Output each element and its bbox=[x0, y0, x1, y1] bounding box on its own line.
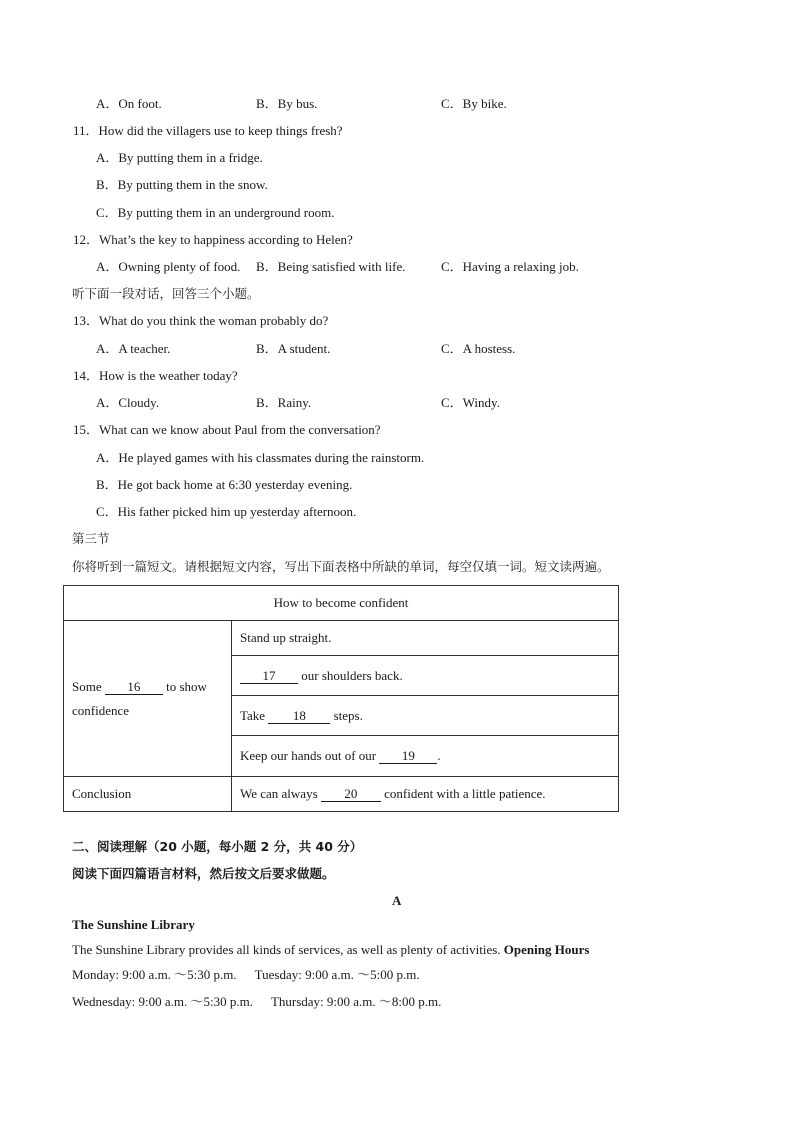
blank-18[interactable]: 18 bbox=[268, 709, 330, 724]
blank-17[interactable]: 17 bbox=[240, 669, 298, 684]
table-row: Take 18 steps. bbox=[232, 696, 619, 736]
blank-16[interactable]: 16 bbox=[105, 680, 163, 695]
table-left-cell: Some 16 to show confidence bbox=[64, 621, 232, 777]
passage-title: The Sunshine Library bbox=[72, 917, 195, 932]
q12-option-c: C．Having a relaxing job. bbox=[441, 259, 579, 274]
q15-stem: 15．What can we know about Paul from the conversation? bbox=[73, 422, 381, 437]
table-row: Keep our hands out of our 19 . bbox=[232, 736, 619, 777]
q13-stem: 13．What do you think the woman probably do? bbox=[73, 313, 329, 328]
q11-option-c: C．By putting them in an underground room. bbox=[96, 205, 335, 220]
dialogue-instruction: 听下面一段对话，回答三个小题。 bbox=[72, 286, 260, 301]
q11-option-b: B．By putting them in the snow. bbox=[96, 177, 268, 192]
q13-option-a: A．A teacher. bbox=[96, 341, 171, 356]
section3-instruction: 你将听到一篇短文。请根据短文内容，写出下面表格中所缺的单词，每空仅填一词。短文读两遍。 bbox=[72, 559, 610, 574]
table-title: How to become confident bbox=[64, 586, 619, 621]
q11-option-a: A．By putting them in a fridge. bbox=[96, 150, 263, 165]
conclusion-row: We can always 20 confident with a little patience. bbox=[232, 777, 619, 812]
part2-heading: 二、阅读理解（20 小题，每小题 2 分，共 40 分） bbox=[72, 839, 363, 854]
q12-stem: 12．What’s the key to happiness according to Helen? bbox=[73, 232, 353, 247]
q12-option-b: B．Being satisfied with life. bbox=[256, 259, 406, 274]
q13-option-b: B．A student. bbox=[256, 341, 331, 356]
q12-option-a: A．Owning plenty of food. bbox=[96, 259, 241, 274]
q14-option-c: C．Windy. bbox=[441, 395, 500, 410]
q10-option-a: A．On foot. bbox=[96, 96, 162, 111]
hours-row-2: Wednesday: 9:00 a.m. ～5:30 p.m. Thursday: 9:00 a.m. ～8:00 p.m. bbox=[72, 994, 442, 1009]
part2-instruction: 阅读下面四篇语言材料，然后按文后要求做题。 bbox=[72, 866, 335, 881]
hours-row-1: Monday: 9:00 a.m. ～5:30 p.m. Tuesday: 9:00 a.m. ～5:00 p.m. bbox=[72, 967, 420, 982]
blank-19[interactable]: 19 bbox=[379, 749, 437, 764]
table-row: 17 our shoulders back. bbox=[232, 656, 619, 696]
q13-option-c: C．A hostess. bbox=[441, 341, 516, 356]
table-row: Stand up straight. bbox=[232, 621, 619, 656]
q15-option-a: A．He played games with his classmates during the rainstorm. bbox=[96, 450, 425, 465]
q15-option-c: C．His father picked him up yesterday afternoon. bbox=[96, 504, 357, 519]
q10-option-b: B．By bus. bbox=[256, 96, 318, 111]
blank-20[interactable]: 20 bbox=[321, 787, 381, 802]
section3-title: 第三节 bbox=[72, 531, 110, 546]
passage-intro: The Sunshine Library provides all kinds of services, as well as plenty of activities. Opening Hours bbox=[72, 942, 590, 957]
q10-option-c: C．By bike. bbox=[441, 96, 507, 111]
q14-option-a: A．Cloudy. bbox=[96, 395, 160, 410]
passage-letter: A bbox=[392, 893, 402, 908]
q14-stem: 14．How is the weather today? bbox=[73, 368, 238, 383]
q15-option-b: B．He got back home at 6:30 yesterday evening. bbox=[96, 477, 353, 492]
fill-in-table bbox=[63, 585, 619, 812]
q14-option-b: B．Rainy. bbox=[256, 395, 312, 410]
conclusion-label: Conclusion bbox=[64, 777, 232, 812]
q11-stem: 11．How did the villagers use to keep things fresh? bbox=[73, 123, 343, 138]
